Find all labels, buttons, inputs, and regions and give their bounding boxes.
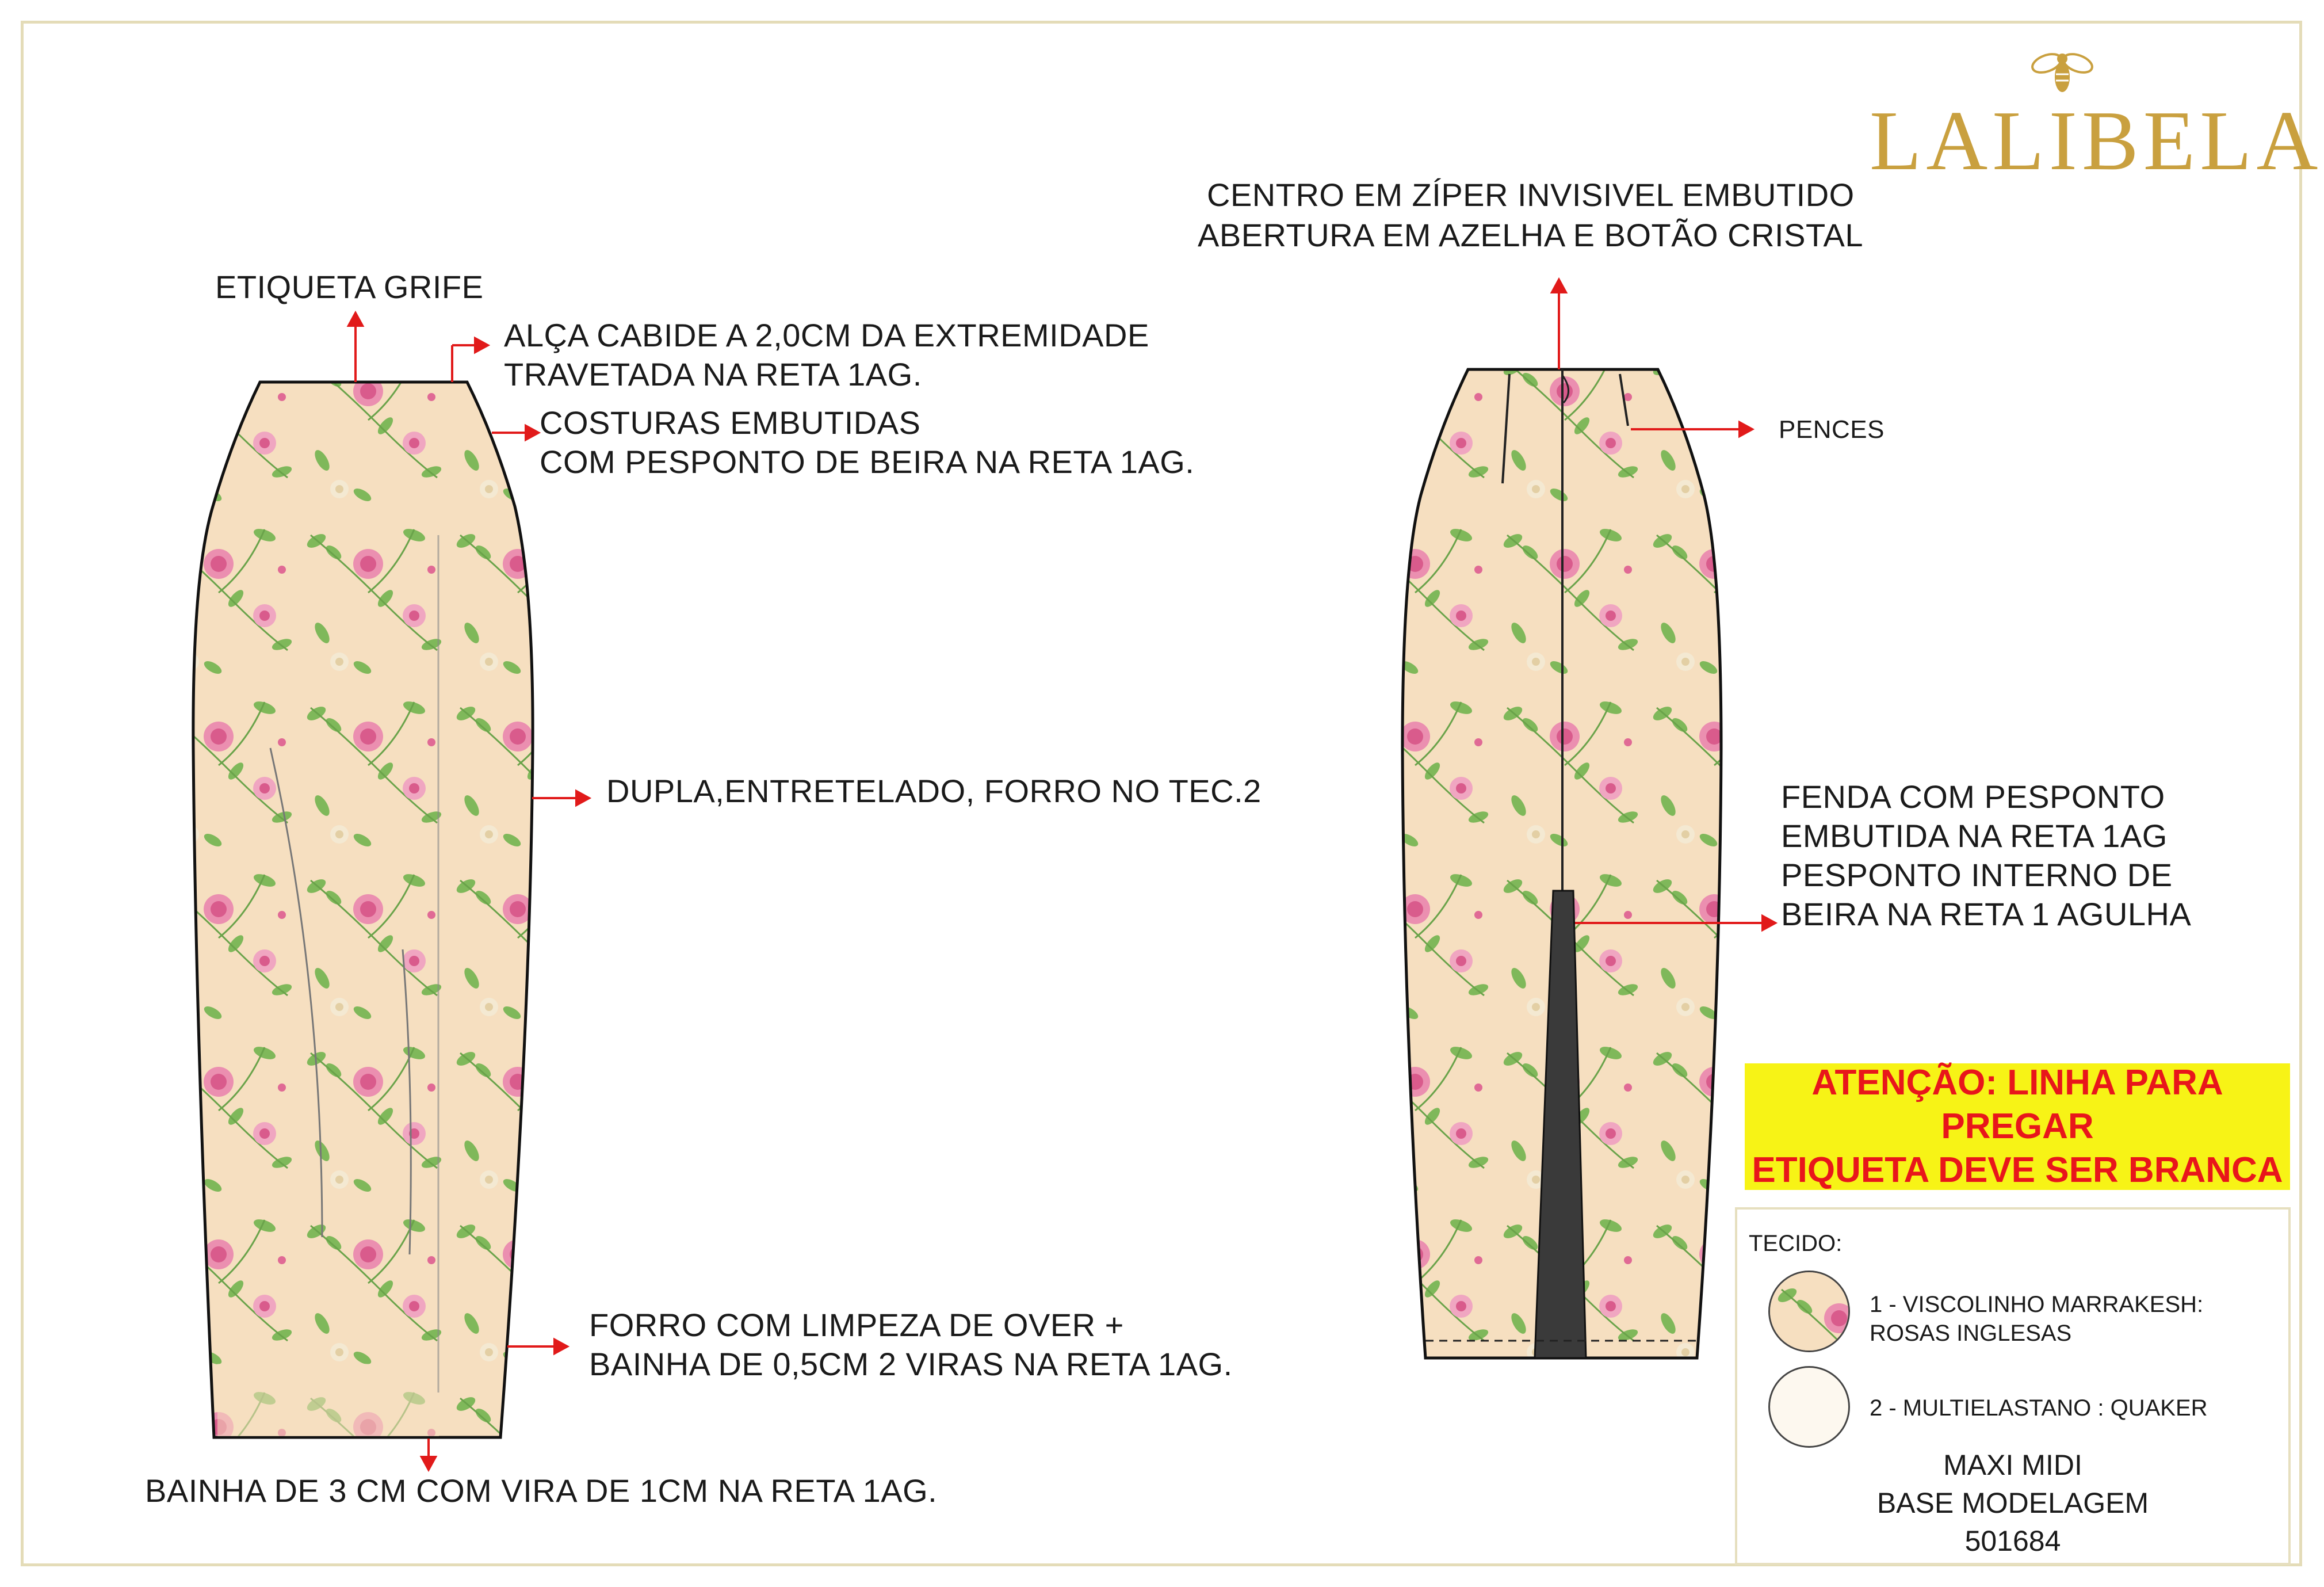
label-alca-cabide-2: TRAVETADA NA RETA 1AG.: [504, 356, 922, 392]
fabric-2-name: 2 - MULTIELASTANO : QUAKER: [1870, 1395, 2208, 1421]
label-centro-1: CENTRO EM ZÍPER INVISIVEL EMBUTIDO: [1207, 177, 1855, 213]
fabric-1-swatch: [1768, 1271, 1850, 1352]
fabric-2-swatch: [1768, 1366, 1850, 1448]
label-forro-2: BAINHA DE 0,5CM 2 VIRAS NA RETA 1AG.: [589, 1346, 1233, 1382]
label-costuras-1: COSTURAS EMBUTIDAS: [540, 405, 921, 441]
fabric-1-name: 1 - VISCOLINHO MARRAKESH:: [1870, 1292, 2204, 1317]
label-fenda-1: FENDA COM PESPONTO: [1781, 779, 2165, 815]
label-alca-cabide-1: ALÇA CABIDE A 2,0CM DA EXTREMIDADE: [504, 317, 1149, 353]
model-name: MAXI MIDI: [1943, 1449, 2082, 1481]
label-fenda-2: EMBUTIDA NA RETA 1AG: [1781, 818, 2168, 854]
label-etiqueta-grife: ETIQUETA GRIFE: [215, 269, 484, 305]
warning-line-2: ETIQUETA DEVE SER BRANCA: [1752, 1150, 2283, 1190]
legend-title: TECIDO:: [1749, 1231, 1843, 1256]
fabric-legend: [1735, 1207, 2291, 1565]
label-costuras-2: COM PESPONTO DE BEIRA NA RETA 1AG.: [540, 444, 1195, 480]
label-centro-2: ABERTURA EM AZELHA E BOTÃO CRISTAL: [1198, 217, 1864, 253]
model-code: 501684: [1964, 1525, 2061, 1557]
label-forro-1: FORRO COM LIMPEZA DE OVER +: [589, 1307, 1124, 1343]
label-dupla: DUPLA,ENTRETELADO, FORRO NO TEC.2: [606, 773, 1262, 809]
label-pences: PENCES: [1779, 415, 1885, 444]
brand-logo: LALIBELA: [1870, 94, 2323, 188]
label-fenda-3: PESPONTO INTERNO DE: [1781, 857, 2173, 893]
fabric-1-print: ROSAS INGLESAS: [1870, 1321, 2072, 1346]
warning-box: [1745, 1063, 2290, 1190]
label-bainha: BAINHA DE 3 CM COM VIRA DE 1CM NA RETA 1AG.: [145, 1472, 938, 1509]
label-fenda-4: BEIRA NA RETA 1 AGULHA: [1781, 896, 2192, 932]
skirt-front-view: [193, 382, 533, 1437]
model-base: BASE MODELAGEM: [1876, 1487, 2149, 1519]
warning-line-1: ATENÇÃO: LINHA PARA PREGAR: [1811, 1063, 2223, 1146]
